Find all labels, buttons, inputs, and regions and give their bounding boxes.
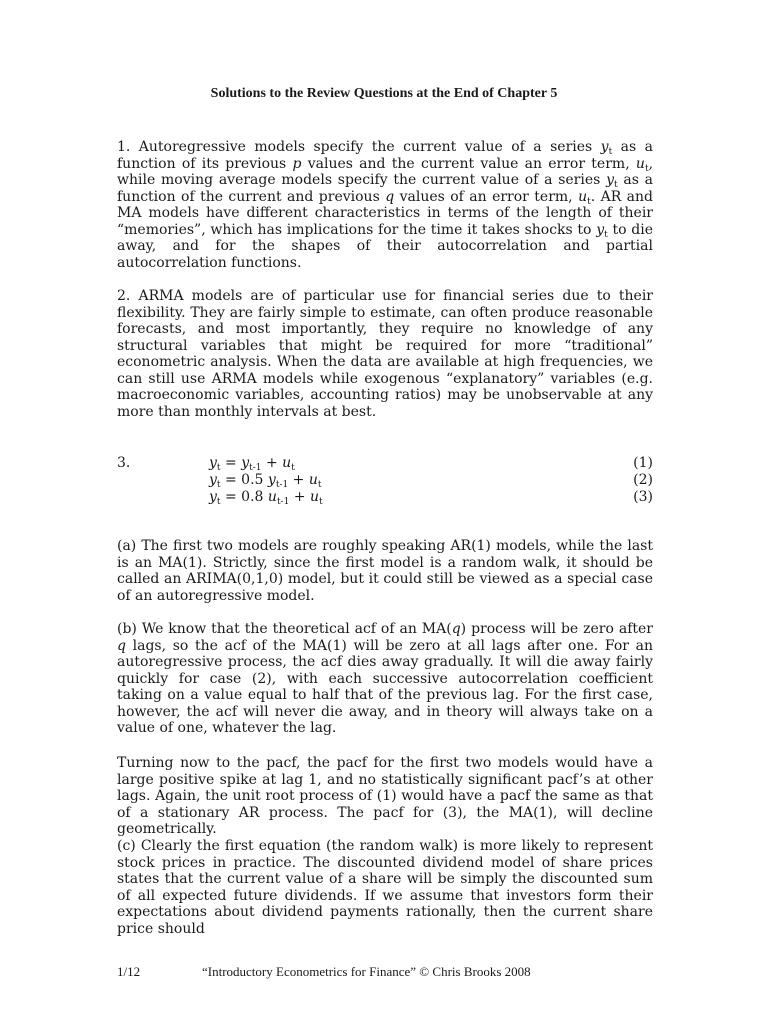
equation-text: + xyxy=(261,455,283,471)
math-var: y xyxy=(209,489,217,505)
math-subscript: t xyxy=(216,463,221,473)
math-var: u xyxy=(282,455,292,471)
math-subscript: t xyxy=(604,229,608,240)
math-var: u xyxy=(309,489,319,505)
equation-3-number: (3) xyxy=(633,489,653,505)
answer-3-equations xyxy=(117,455,653,511)
math-subscript: t-1 xyxy=(249,463,262,473)
page-number: 1/12 xyxy=(117,964,141,979)
equation-text: = xyxy=(220,455,242,471)
math-var: u xyxy=(578,188,588,205)
answer-1-text: to die away, and for the shapes of their autocorrelation and partial autocorrelation functions. xyxy=(117,221,653,271)
math-subscript: t xyxy=(216,497,221,507)
answer-1-text: . AR and MA models have different characteristics in terms of the length of their “memories”, which has implications for the time it takes shocks to xyxy=(117,188,654,238)
math-subscript: t xyxy=(317,480,322,490)
copyright-notice: “Introductory Econometrics for Finance” © Chris Brooks 2008 xyxy=(202,964,531,979)
math-var: u xyxy=(308,472,318,488)
answer-3a-paragraph: (a) The first two models are roughly speaking AR(1) models, while the last is an MA(1). Strictly, since the first model is a random walk, it should be called an ARIMA(0,1,0) model, but it could still be viewed as a special case of an autoregressive model. xyxy=(117,538,653,604)
equation-text: + xyxy=(289,489,310,505)
math-var: q xyxy=(385,188,395,205)
math-var: y xyxy=(600,139,609,155)
math-subscript: t xyxy=(291,463,295,473)
math-subscript: t xyxy=(587,196,591,207)
answer-1-text: as a function of its previous xyxy=(117,139,653,172)
equation-text: = 0.5 xyxy=(220,472,268,488)
math-var: y xyxy=(209,472,217,488)
page-title: Solutions to the Review Questions at the End of Chapter 5 xyxy=(210,86,558,101)
equation-3 xyxy=(209,489,323,505)
answer-3b-paragraph xyxy=(117,621,653,737)
math-var: y xyxy=(596,221,605,238)
math-subscript: t-1 xyxy=(276,497,290,507)
equation-1 xyxy=(209,455,295,471)
answer-1-text: values and the current value an error term, xyxy=(301,155,636,172)
math-var: u xyxy=(267,489,277,505)
math-subscript: t xyxy=(613,180,618,190)
math-var: p xyxy=(292,155,302,172)
equation-2-number: (2) xyxy=(633,472,653,488)
equation-text: + xyxy=(288,472,309,488)
math-subscript: t xyxy=(319,497,323,507)
equation-2 xyxy=(209,472,322,488)
answer-1-text: 1. Autoregressive models specify the current value of a series xyxy=(117,139,601,155)
math-var: q xyxy=(117,637,126,654)
math-var: y xyxy=(267,472,276,488)
math-subscript: t xyxy=(644,163,649,174)
math-subscript: t xyxy=(608,147,613,157)
answer-3b-text: (b) We know that the theoretical acf of an MA( xyxy=(117,621,452,637)
math-var: y xyxy=(209,455,217,471)
pacf-paragraph: Turning now to the pacf, the pacf for the first two models would have a large positive spike at lag 1, and no statistically significant pacf’s at other lags. Again, the unit root process of (1) would have a pacf the same as that of a stationary AR process. The pacf for (3), the MA(1), will decline geometrically. xyxy=(117,755,653,837)
answer-1-text: values of an error term, xyxy=(394,188,579,205)
answer-2-paragraph: 2. ARMA models are of particular use for financial series due to their flexibility. They are fairly simple to estimate, can often produce reasonable forecasts, and most importantly, they require no knowledge of any structural variables that might be required for more “traditional” econometric analysis. When the data are available at high frequencies, we can still use ARMA models while exogenous “explanatory” variables (e.g. macroeconomic variables, accounting ratios) may be unobservable at any more than monthly intervals at best. xyxy=(117,288,653,420)
answer-3b-text: lags, so the acf of the MA(1) will be zero at all lags after one. For an autoregressive process, the acf dies away gradually. It will die away fairly quickly for case (2), with each successive autocorrelation coefficient taking on a value equal to half that of the previous lag. For the first case, however, the acf will never die away, and in theory will always take on a value of one, whatever the lag. xyxy=(117,637,653,736)
answer-3c-paragraph: (c) Clearly the first equation (the random walk) is more likely to represent stock prices in practice. The discounted dividend model of share prices states that the current value of a share will be simply the discounted sum of all expected future dividends. If we assume that investors form their expectations about dividend payments rationally, then the current share price should xyxy=(117,838,653,937)
answer-3-number: 3. xyxy=(117,455,131,471)
equation-text: = 0.8 xyxy=(220,489,268,505)
math-var: y xyxy=(241,455,250,471)
answer-3b-text: ) process will be zero after xyxy=(460,621,653,637)
math-subscript: t-1 xyxy=(275,480,289,490)
math-subscript: t xyxy=(216,480,221,490)
answer-1-paragraph xyxy=(117,139,653,271)
math-var: q xyxy=(451,621,461,637)
answer-1-text: as a function of the current and previous xyxy=(117,172,653,205)
equation-1-number: (1) xyxy=(633,455,653,471)
answer-1-text: , while moving average models specify the current value of a series xyxy=(117,155,654,188)
math-var: y xyxy=(606,172,614,188)
math-var: u xyxy=(635,155,645,172)
